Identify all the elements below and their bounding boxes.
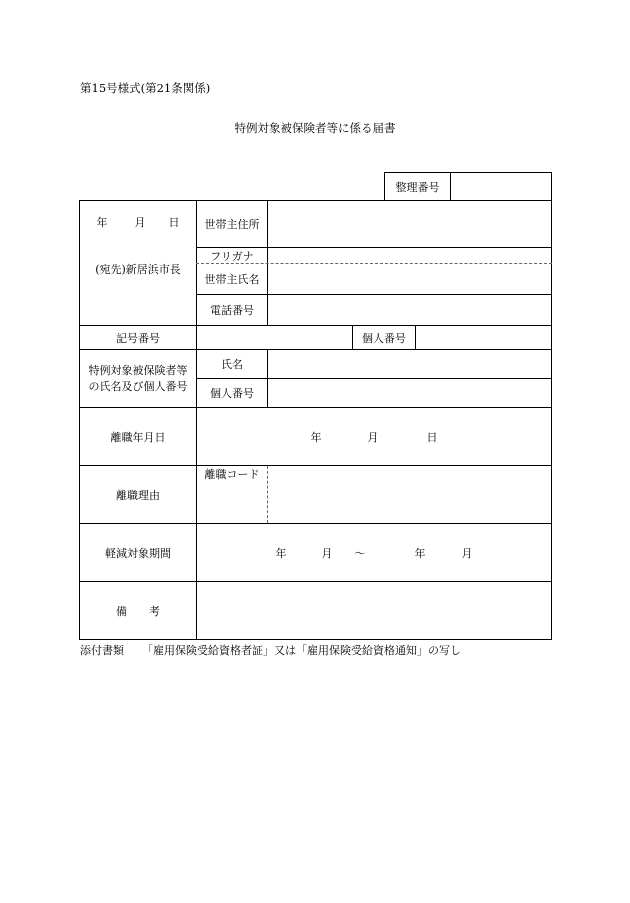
keigen-year1: 年 xyxy=(275,547,287,560)
rishoku-year-label: 年 xyxy=(310,431,322,444)
keigen-month1: 月 xyxy=(321,547,333,560)
furigana-field[interactable] xyxy=(268,248,551,263)
keigen-label: 軽減対象期間 xyxy=(105,546,171,560)
rishoku-code-field[interactable] xyxy=(197,483,267,523)
kigo-label: 記号番号 xyxy=(116,331,160,345)
tokurei-name-label: 氏名 xyxy=(221,358,243,371)
biko-label: 備 考 xyxy=(116,604,160,618)
date-day-label: 日 xyxy=(168,216,180,229)
rishoku-month-label: 月 xyxy=(367,431,379,444)
kojin-field[interactable] xyxy=(416,326,551,349)
tokurei-kojin-field[interactable] xyxy=(268,379,551,407)
rishoku-day-label: 日 xyxy=(426,431,438,444)
date-year-label: 年 xyxy=(96,216,108,229)
tokurei-kojin-label: 個人番号 xyxy=(210,387,254,400)
seiri-value[interactable] xyxy=(451,173,551,200)
tokurei-label-line1: 特例対象被保険者等 xyxy=(88,363,188,377)
biko-field[interactable] xyxy=(197,582,551,639)
furigana-label: フリガナ xyxy=(210,249,254,263)
attachment-note xyxy=(80,642,461,658)
householder-name-field[interactable] xyxy=(268,264,551,294)
addressee: (宛先)新居浜市長 xyxy=(95,263,181,276)
tokurei-label-line2: の氏名及び個人番号 xyxy=(88,379,188,393)
tokurei-label xyxy=(80,350,196,407)
attachment-label: 添付書類 xyxy=(80,644,124,657)
keigen-tilde: ～ xyxy=(354,547,366,560)
tokurei-name-field[interactable] xyxy=(268,350,551,378)
phone-label: 電話番号 xyxy=(210,304,254,317)
rishoku-reason-field[interactable] xyxy=(268,466,551,523)
keigen-year2: 年 xyxy=(414,547,426,560)
keigen-month2: 月 xyxy=(461,547,473,560)
householder-name-label: 世帯主氏名 xyxy=(204,273,260,286)
rishoku-date-label: 離職年月日 xyxy=(110,430,166,444)
phone-field[interactable] xyxy=(268,295,551,325)
address-label: 世帯主住所 xyxy=(204,218,260,231)
seiri-label: 整理番号 xyxy=(395,180,440,194)
form-number: 第15号様式(第21条関係) xyxy=(80,81,211,95)
address-field[interactable] xyxy=(268,201,551,247)
rishoku-code-label: 離職コード xyxy=(204,468,260,481)
attachment-text: 「雇用保険受給資格者証」又は「雇用保険受給資格通知」の写し xyxy=(142,644,461,657)
kigo-field[interactable] xyxy=(197,326,352,349)
keigen-field[interactable] xyxy=(197,524,551,581)
rishoku-reason-label: 離職理由 xyxy=(116,488,160,502)
kojin-label: 個人番号 xyxy=(362,331,406,345)
document-title: 特例対象被保険者等に係る届書 xyxy=(234,121,396,135)
date-month-label: 月 xyxy=(134,216,146,229)
